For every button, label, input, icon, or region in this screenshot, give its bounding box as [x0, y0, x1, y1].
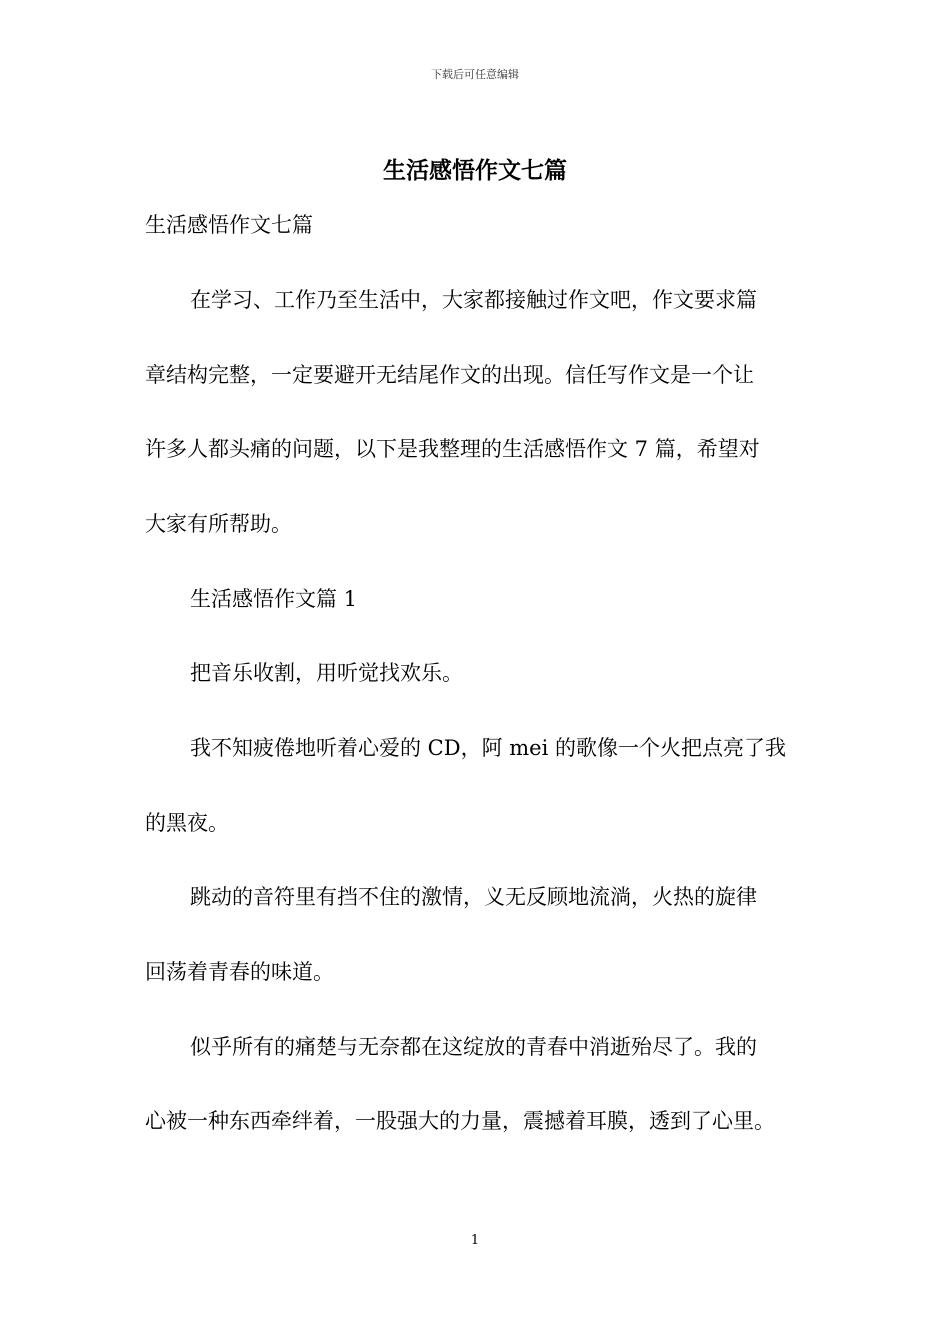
paragraph-5-line-2: 回荡着青春的味道。 — [145, 960, 334, 984]
paragraph-4-line-2: 的黑夜。 — [145, 811, 229, 835]
paragraph-6-line-1: 似乎所有的痛楚与无奈都在这绽放的青春中消逝殆尽了。我的 — [190, 1035, 757, 1059]
paragraph-5-line-1: 跳动的音符里有挡不住的激情，义无反顾地流淌，火热的旋律 — [190, 885, 757, 909]
paragraph-1-line-3: 许多人都头痛的问题，以下是我整理的生活感悟作文 7 篇，希望对 — [145, 437, 760, 461]
paragraph-1-line-2: 章结构完整，一定要避开无结尾作文的出现。信任写作文是一个让 — [145, 363, 754, 387]
paragraph-1-line-1: 在学习、工作乃至生活中，大家都接触过作文吧，作文要求篇 — [190, 288, 757, 312]
paragraph-4-line-1: 我不知疲倦地听着心爱的 CD，阿 mei 的歌像一个火把点亮了我 — [190, 736, 786, 760]
section-heading: 生活感悟作文篇 1 — [190, 587, 358, 611]
document-title: 生活感悟作文七篇 — [383, 157, 567, 184]
paragraph-6-line-2: 心被一种东西牵绊着，一股强大的力量，震撼着耳膜，透到了心里。 — [145, 1109, 775, 1133]
header-note: 下载后可任意编辑 — [431, 68, 519, 81]
paragraph-1-line-4: 大家有所帮助。 — [145, 512, 292, 536]
page-number: 1 — [470, 1233, 480, 1248]
subtitle-line: 生活感悟作文七篇 — [145, 213, 313, 237]
paragraph-3-line-1: 把音乐收割，用听觉找欢乐。 — [190, 661, 463, 685]
